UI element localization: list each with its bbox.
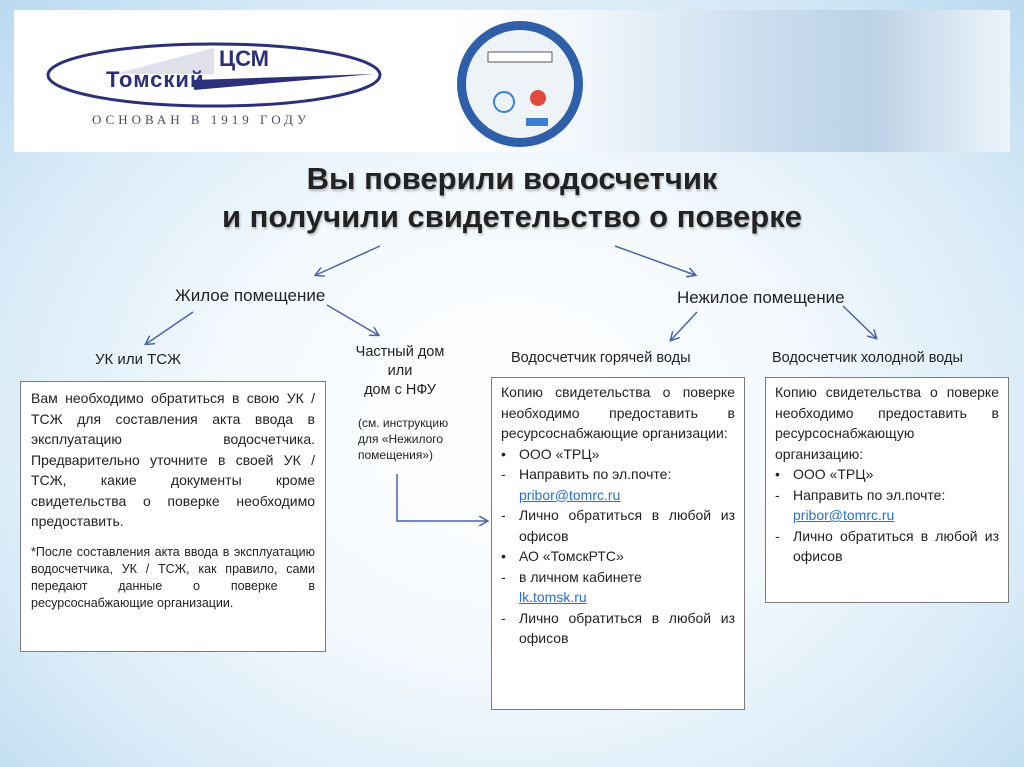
list-item (501, 464, 735, 505)
private-line-3: дом с НФУ (364, 382, 436, 398)
list-item (775, 485, 999, 526)
private-line-2: или (387, 363, 413, 379)
instruction-note (358, 415, 448, 463)
hot-cabinet-link[interactable]: lk.tomsk.ru (519, 589, 587, 605)
uk-text: Вам необходимо обратиться в свою УК / ТСЖ для составления акта ввода в эксплуатацию водосчетчика. Предварительно уточните в своей УК / ТСЖ, какие документы кроме свидетельства о поверке необходимо предоставить. (31, 390, 315, 529)
dash-marker: - (501, 466, 506, 482)
cold-org1: ООО «ТРЦ» (793, 466, 874, 482)
arrow-to-residential (316, 246, 380, 275)
cold-water-box (765, 377, 1009, 603)
bullet-marker: • (775, 466, 780, 482)
arrow-to-uk (146, 312, 193, 344)
uk-instruction-box (20, 381, 326, 652)
bullet-marker: • (501, 445, 506, 462)
uk-note: *После составления акта ввода в эксплуатацию водосчетчика, УК / ТСЖ, как правило, сами передают данные о поверке в ресурсоснабжающие организации. (31, 544, 315, 610)
hot-cabinet-text: в личном кабинете (519, 568, 642, 585)
arrow-to-hot (671, 312, 697, 340)
cold-email-link[interactable]: pribor@tomrc.ru (793, 507, 895, 523)
instr-line-1: (см. инструкцию (358, 416, 449, 430)
list-item (775, 526, 999, 567)
list-item (501, 546, 735, 567)
hot-org1-personal: Лично обратиться в любой из офисов (519, 507, 735, 544)
dash-marker: - (775, 486, 780, 503)
cold-water-label: Водосчетчик холодной воды (772, 350, 963, 366)
hot-email-link[interactable]: pribor@tomrc.ru (519, 486, 621, 503)
hot-org1: ООО «ТРЦ» (519, 445, 600, 462)
list-item (501, 567, 735, 608)
branch-residential: Жилое помещение (175, 286, 326, 305)
cold-intro: Копию свидетельства о поверке необходимо предоставить в ресурсоснабжающую организацию: (775, 384, 999, 462)
arrow-to-cold (843, 306, 876, 338)
logo-city: Томский (106, 67, 205, 92)
hot-list (501, 444, 735, 649)
instr-line-2: для «Нежилого (358, 432, 444, 446)
arrow-to-private (327, 305, 378, 335)
hot-email-text: Направить по эл.почте: (519, 466, 672, 482)
cold-list (775, 464, 999, 567)
hot-water-label: Водосчетчик горячей воды (511, 350, 691, 366)
dash-marker: - (501, 568, 506, 585)
dash-marker: - (501, 507, 506, 523)
logo-org: ЦСМ (219, 46, 269, 71)
arrow-to-nonresidential (615, 246, 695, 275)
private-house-label (340, 343, 460, 400)
cold-org1-personal: Лично обратиться в любой из офисов (793, 527, 999, 564)
cold-email-text: Направить по эл.почте: (793, 486, 946, 503)
dash-marker: - (501, 609, 506, 626)
arrow-private-to-hot (397, 474, 487, 521)
dash-marker: - (775, 527, 780, 544)
list-item (775, 464, 999, 485)
hot-water-box (491, 377, 745, 710)
list-item (501, 608, 735, 649)
hot-intro: Копию свидетельства о поверке необходимо предоставить в ресурсоснабжающие организации: (501, 384, 735, 441)
bullet-marker: • (501, 548, 506, 564)
title-line-1: Вы поверили водосчетчик (306, 161, 718, 196)
list-item (501, 505, 735, 546)
branch-nonresidential: Нежилое помещение (677, 288, 845, 307)
instr-line-3: помещения») (358, 448, 434, 462)
title-line-2: и получили свидетельство о поверке (222, 199, 802, 234)
hot-org2-personal: Лично обратиться в любой из офисов (519, 609, 735, 646)
hot-org2: АО «ТомскРТС» (519, 548, 624, 564)
list-item (501, 444, 735, 465)
private-line-1: Частный дом (355, 344, 445, 360)
uk-label: УК или ТСЖ (95, 351, 181, 368)
logo-founded: ОСНОВАН В 1919 ГОДУ (92, 112, 311, 127)
